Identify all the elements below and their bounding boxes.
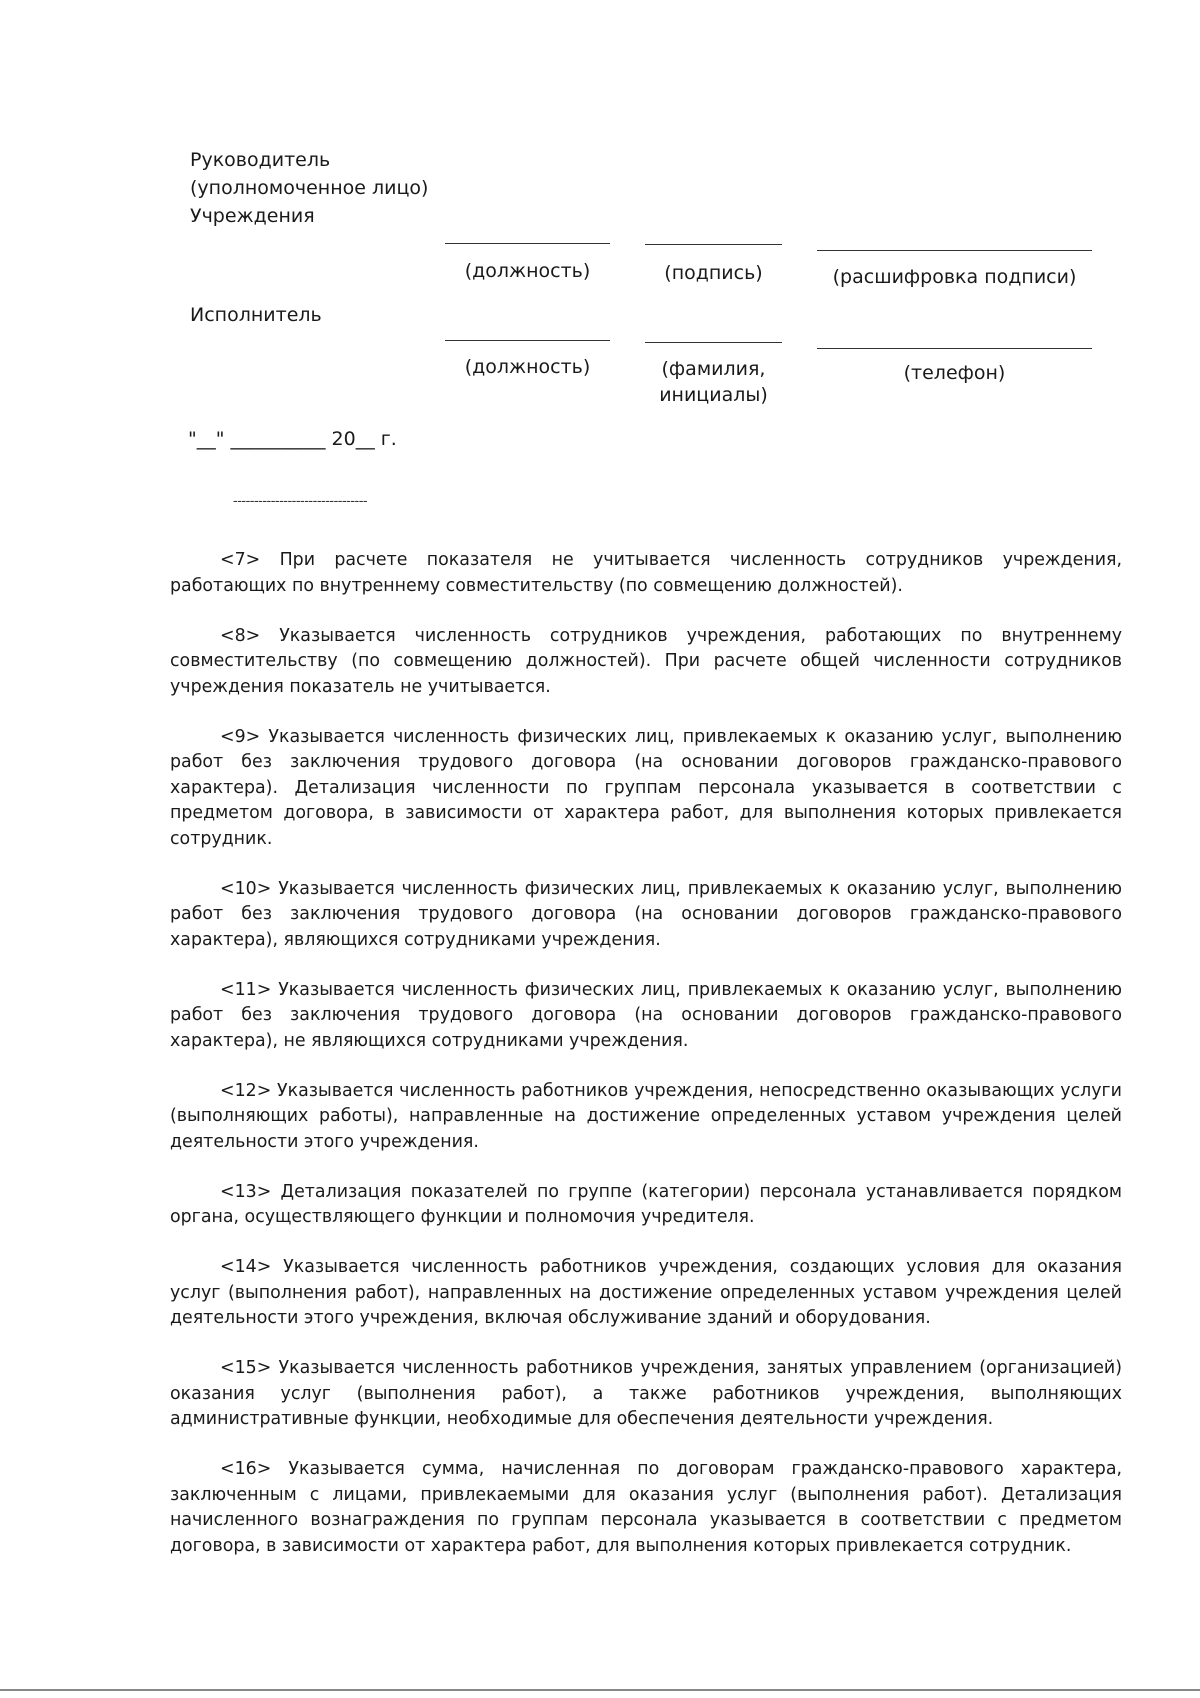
footnote-mark: <13> <box>220 1181 272 1202</box>
head-line-manager: Руководитель <box>190 149 331 171</box>
footnote-11 <box>170 978 1122 1055</box>
footnote-12 <box>170 1079 1122 1156</box>
footnote-mark: <12> <box>220 1080 272 1101</box>
footnote-13 <box>170 1180 1122 1231</box>
executor-line-position <box>445 340 610 341</box>
caption-executor-name: (фамилия, инициалы) <box>659 358 768 406</box>
footnote-7 <box>170 548 1122 599</box>
head-line-institution: Учреждения <box>190 205 315 227</box>
footnote-mark: <9> <box>220 726 261 747</box>
executor-line-phone <box>817 348 1092 349</box>
footnote-text: Указывается численность работников учреждения, занятых управлением (организацией) оказания услуг (выполнения работ), а также работников учреждения, выполняющих административные функции, необходимые для обеспечения деятельности учреждения. <box>170 1358 1122 1429</box>
caption-decoding: (расшифровка подписи) <box>832 266 1077 288</box>
signature-line-signature <box>645 244 782 245</box>
footnote-separator: -------------------------------- <box>233 494 368 509</box>
executor-line-name <box>645 342 782 343</box>
caption-executor-position: (должность) <box>464 356 591 378</box>
footnote-10 <box>170 877 1122 954</box>
footnote-text: При расчете показателя не учитывается численность сотрудников учреждения, работающих по внутреннему совместительству (по совмещению должностей). <box>170 550 1122 596</box>
footnote-text: Указывается сумма, начисленная по договорам гражданско-правового характера, заключенным с лицами, привлекаемыми для оказания услуг (выполнения работ). Детализация начисленного вознаграждения по группам персонала указывается в соответствии с предметом договора, в зависимости от характера работ, для выполнения которых привлекается сотрудник. <box>170 1459 1122 1556</box>
footnote-mark: <10> <box>220 878 272 899</box>
footnote-16 <box>170 1457 1122 1559</box>
footnote-mark: <16> <box>220 1459 272 1479</box>
footnote-text: Указывается численность физических лиц, привлекаемых к оказанию услуг, выполнению работ без заключения трудового договора (на основании договоров гражданско-правового характера). Детализация численности по группам персонала указывается в соответствии с предметом договора, в зависимости от характера работ, для выполнения которых привлекается сотрудник. <box>170 726 1123 849</box>
signature-head <box>190 146 428 230</box>
caption-position: (должность) <box>464 260 591 282</box>
footnote-text: Указывается численность работников учреждения, непосредственно оказывающих услуги (выполняющих работы), направленные на достижение определенных уставом учреждения целей деятельности этого учреждения. <box>170 1080 1122 1152</box>
executor-label: Исполнитель <box>190 304 322 326</box>
footnote-text: Указывается численность сотрудников учреждения, работающих по внутреннему совместительству (по совмещению должностей). При расчете общей численности сотрудников учреждения показатель не учитывается. <box>170 625 1123 697</box>
signature-line-position <box>445 243 610 244</box>
footnote-mark: <8> <box>220 625 261 646</box>
footnote-14 <box>170 1255 1122 1332</box>
page-bottom-edge <box>0 1689 1200 1691</box>
footnote-text: Указывается численность физических лиц, привлекаемых к оказанию услуг, выполнению работ без заключения трудового договора (на основании договоров гражданско-правового характера), не являющихся сотрудниками учреждения. <box>170 979 1122 1051</box>
signature-line-decoding <box>817 250 1092 251</box>
footnote-mark: <15> <box>220 1358 272 1378</box>
footnote-mark: <14> <box>220 1257 272 1277</box>
footnote-mark: <11> <box>220 979 272 1000</box>
footnote-text: Указывается численность работников учреждения, создающих условия для оказания услуг (выполнения работ), направленных на достижение определенных уставом учреждения целей деятельности этого учреждения, включая обслуживание зданий и оборудования. <box>170 1257 1123 1328</box>
footnote-15 <box>170 1356 1122 1433</box>
footnote-mark: <7> <box>220 550 261 570</box>
date-line: "__" __________ 20__ г. <box>188 428 397 450</box>
footnotes <box>170 548 1122 1584</box>
footnote-text: Детализация показателей по группе (категории) персонала устанавливается порядком органа, осуществляющего функции и полномочия учредителя. <box>170 1181 1122 1227</box>
footnote-9 <box>170 725 1122 853</box>
footnote-8 <box>170 624 1122 701</box>
footnote-text: Указывается численность физических лиц, привлекаемых к оказанию услуг, выполнению работ без заключения трудового договора (на основании договоров гражданско-правового характера), являющихся сотрудниками учреждения. <box>170 878 1122 950</box>
caption-executor-phone: (телефон) <box>903 362 1006 384</box>
caption-signature: (подпись) <box>664 262 763 284</box>
head-line-authorized: (уполномоченное лицо) <box>190 177 429 199</box>
